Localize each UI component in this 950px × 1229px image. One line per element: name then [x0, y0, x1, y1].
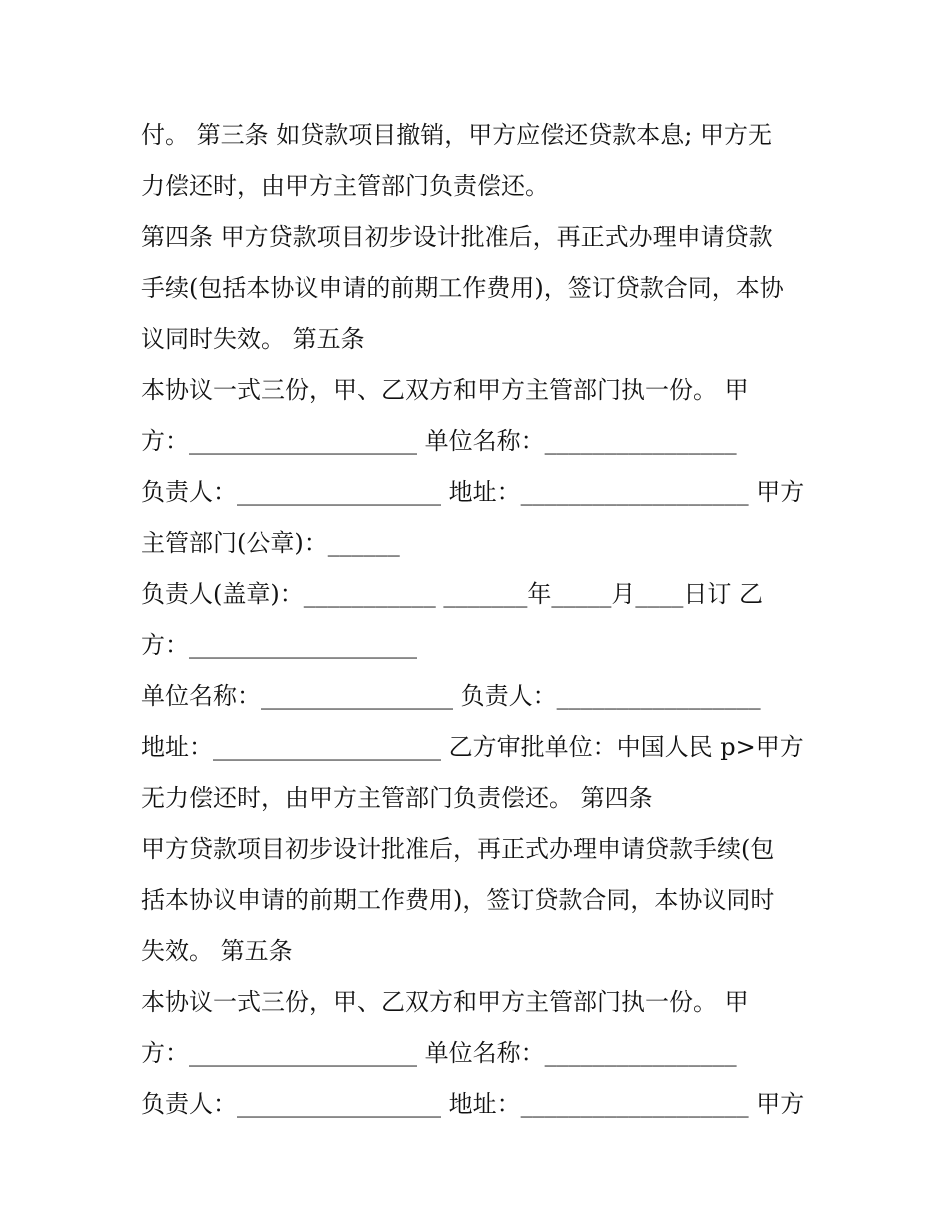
text-line: 本协议一式三份，甲、乙双方和甲方主管部门执一份。 甲 — [141, 988, 749, 1016]
text-line: 手续(包括本协议申请的前期工作费用)，签订贷款合同，本协 — [141, 274, 784, 302]
text-line: 负责人：_________________ 地址：___________________ 甲方 — [141, 1090, 805, 1118]
text-line: 负责人：_________________ 地址：___________________ 甲方 — [141, 478, 805, 506]
text-line: 本协议一式三份，甲、乙双方和甲方主管部门执一份。 甲 — [141, 376, 749, 404]
document-body — [141, 110, 821, 1130]
text-line: 主管部门(公章)：______ — [141, 529, 400, 557]
text-line: 力偿还时，由甲方主管部门负责偿还。 — [141, 172, 549, 200]
text-line: 负责人(盖章)：___________ _______年_____月____日订 乙 — [141, 580, 763, 608]
text-line: 地址：___________________ 乙方审批单位：中国人民 p>甲方 — [141, 733, 804, 761]
text-line: 付。 第三条 如贷款项目撤销，甲方应偿还贷款本息; 甲方无 — [141, 121, 772, 149]
text-line: 单位名称：________________ 负责人：_________________ — [141, 682, 761, 710]
text-line: 方：___________________ 单位名称：________________ — [141, 1039, 737, 1067]
text-line: 议同时失效。 第五条 — [141, 325, 365, 353]
text-line: 甲方贷款项目初步设计批准后，再正式办理申请贷款手续(包 — [141, 835, 775, 863]
text-line: 第四条 甲方贷款项目初步设计批准后，再正式办理申请贷款 — [141, 223, 773, 251]
text-line: 括本协议申请的前期工作费用)，签订贷款合同，本协议同时 — [141, 886, 775, 914]
text-line: 方：___________________ 单位名称：________________ — [141, 427, 737, 455]
text-line: 无力偿还时，由甲方主管部门负责偿还。 第四条 — [141, 784, 653, 812]
text-line: 方：___________________ — [141, 631, 417, 659]
text-line: 失效。 第五条 — [141, 937, 293, 965]
